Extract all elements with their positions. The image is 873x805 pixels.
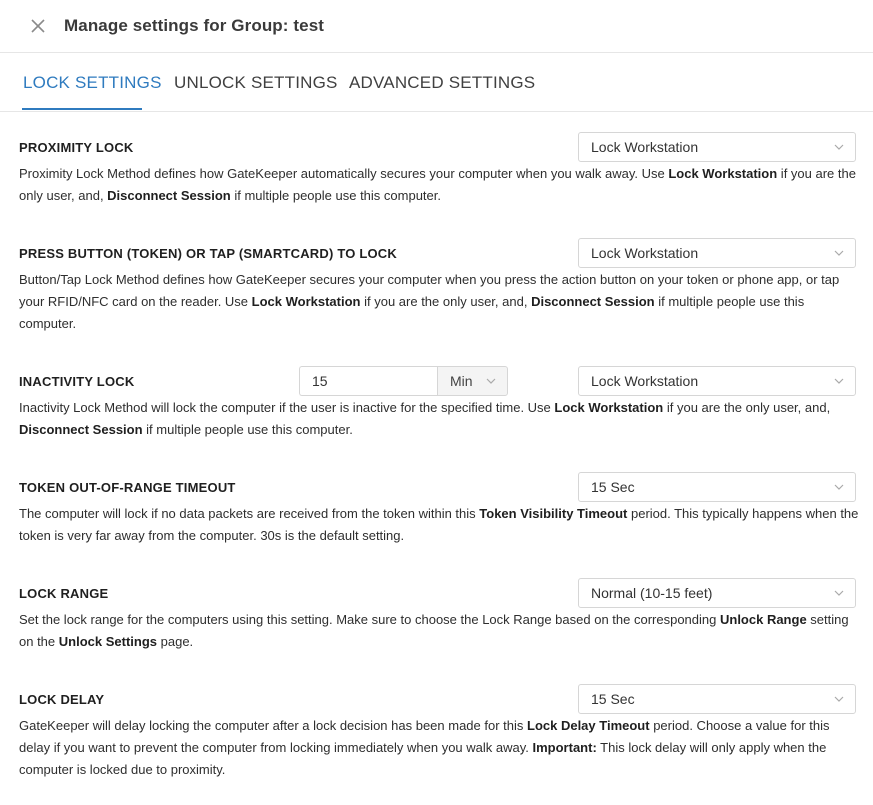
description-text: Inactivity Lock Method will lock the computer if the user is inactive for the specified time. Use	[19, 400, 555, 415]
close-button[interactable]	[26, 14, 50, 38]
section-title: TOKEN OUT-OF-RANGE TIMEOUT	[19, 480, 236, 495]
lock-range-select[interactable]	[578, 578, 856, 608]
emphasis-text: Lock Workstation	[668, 166, 778, 181]
description-text: Button/Tap Lock Method defines how GateKeeper secures your computer when you press the action button on your token or phone app, or tap your RFID/NFC card on the reader. Use	[19, 272, 840, 309]
description-text: if you are the only user, and,	[19, 166, 856, 203]
token-timeout-select[interactable]	[578, 472, 856, 502]
inactivity-lock-method-select[interactable]	[578, 366, 856, 396]
dialog-header	[0, 0, 873, 53]
chevron-down-icon	[833, 247, 845, 259]
emphasis-text: Lock Workstation	[251, 294, 361, 309]
section-title: PROXIMITY LOCK	[19, 140, 134, 155]
chevron-down-icon	[833, 375, 845, 387]
section-title: LOCK RANGE	[19, 586, 109, 601]
description-text: if multiple people use this computer.	[142, 422, 353, 437]
description-text: period. This typically happens when the token is very far away from the computer. 30s is the default setting.	[19, 506, 859, 543]
inactivity-duration-input[interactable]	[299, 366, 438, 396]
section-description	[19, 163, 859, 207]
description-text: Set the lock range for the computers using this setting. Make sure to choose the Lock Range based on the corresponding	[19, 612, 720, 627]
description-text: Proximity Lock Method defines how GateKeeper automatically secures your computer when you walk away. Use	[19, 166, 669, 181]
unit-value: Min	[450, 373, 473, 389]
chevron-down-icon	[833, 587, 845, 599]
emphasis-text: Important:	[532, 740, 597, 755]
tab-unlock-settings[interactable]: UNLOCK SETTINGS	[174, 73, 338, 92]
description-text: This lock delay will only apply when the computer is locked due to proximity.	[19, 740, 827, 777]
button-lock-method-select[interactable]	[578, 238, 856, 268]
section-title: INACTIVITY LOCK	[19, 374, 135, 389]
emphasis-text: Disconnect Session	[531, 294, 655, 309]
select-value: Lock Workstation	[591, 139, 699, 155]
section-description	[19, 397, 859, 441]
lock-delay-select[interactable]	[578, 684, 856, 714]
chevron-down-icon	[833, 481, 845, 493]
duration-value: 15	[312, 373, 328, 389]
chevron-down-icon	[833, 693, 845, 705]
description-text: page.	[157, 634, 194, 649]
emphasis-text: Unlock Range	[719, 612, 807, 627]
section-title: LOCK DELAY	[19, 692, 105, 707]
section-title: PRESS BUTTON (TOKEN) OR TAP (SMARTCARD) TO LOCK	[19, 246, 397, 261]
description-text: GateKeeper will delay locking the computer after a lock decision has been made for this	[19, 718, 527, 733]
emphasis-text: Unlock Settings	[58, 634, 158, 649]
description-text: setting on the	[19, 612, 849, 649]
description-text: if multiple people use this computer.	[230, 188, 441, 203]
chevron-down-icon	[833, 141, 845, 153]
select-value: 15 Sec	[591, 479, 635, 495]
description-text: if you are the only user, and,	[360, 294, 532, 309]
select-value: 15 Sec	[591, 691, 635, 707]
emphasis-text: Lock Delay Timeout	[527, 718, 650, 733]
active-tab-indicator	[22, 108, 142, 110]
emphasis-text: Lock Workstation	[554, 400, 664, 415]
description-text: The computer will lock if no data packets are received from the token within this	[19, 506, 480, 521]
section-description	[19, 715, 859, 781]
tab-advanced-settings[interactable]: ADVANCED SETTINGS	[349, 73, 536, 92]
section-description	[19, 609, 859, 653]
description-text: if multiple people use this computer.	[19, 294, 805, 331]
description-text: period. Choose a value for this delay if you want to prevent the computer from locking immediately when you walk away.	[19, 718, 830, 755]
dialog-title: Manage settings for Group: test	[64, 16, 325, 35]
select-value: Normal (10-15 feet)	[591, 585, 713, 601]
emphasis-text: Disconnect Session	[19, 422, 143, 437]
settings-tabs	[0, 53, 873, 112]
section-description	[19, 269, 859, 335]
close-icon[interactable]	[26, 14, 50, 38]
tab-lock-settings[interactable]: LOCK SETTINGS	[23, 73, 162, 92]
section-description	[19, 503, 859, 547]
emphasis-text: Token Visibility Timeout	[479, 506, 628, 521]
description-text: if you are the only user, and,	[663, 400, 831, 415]
emphasis-text: Disconnect Session	[107, 188, 231, 203]
select-value: Lock Workstation	[591, 373, 699, 389]
proximity-lock-method-select[interactable]	[578, 132, 856, 162]
chevron-down-icon	[485, 375, 497, 387]
inactivity-unit-select[interactable]	[437, 366, 508, 396]
select-value: Lock Workstation	[591, 245, 699, 261]
